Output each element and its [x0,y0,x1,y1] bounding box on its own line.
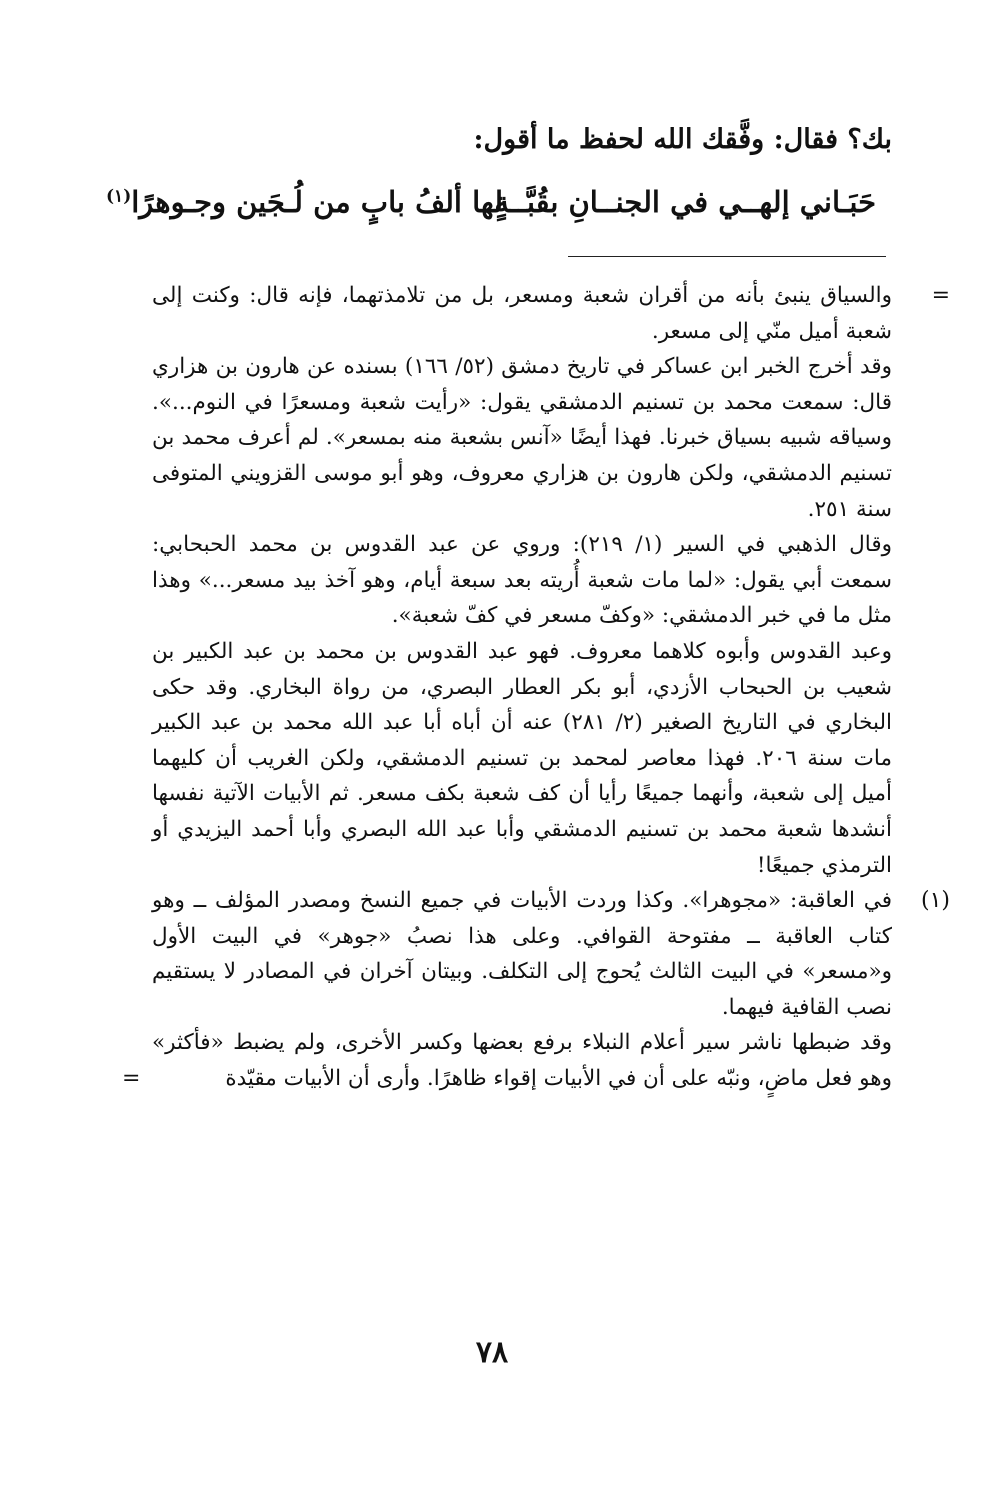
footnote-text: والسياق ينبئ بأنه من أقران شعبة ومسعر، بل من تلامذتهما، فإنه قال: وكنت إلى شعبة أميل منّي إلى مسعر. [152,283,892,344]
continued-marker: = [122,1066,141,1092]
page-number: ٧٨ [475,1335,509,1370]
second-hemistich-wrap [106,176,503,228]
footnote-continuation-para-1 [152,278,950,349]
poem-verse [106,176,876,228]
footnote-continuation-para-4 [152,634,892,883]
footnote-separator [568,256,886,257]
footnote-text: وقد أخرج الخبر ابن عساكر في تاريخ دمشق (٥٢/ ١٦٦) بسنده عن هارون بن هزاري قال: سمعت محمد بن تسنيم الدمشقي يقول: «رأيت شعبة ومسعرًا في النوم...». وسياقه شبيه بسياق خبرنا. فهذا أيضًا «آنس بشعبة منه بمسعر». لم أعرف محمد بن تسنيم الدمشقي، ولكن هارون بن هزاري معروف، وهو أبو موسى القزويني المتوفى سنة ٢٥١. [152,354,892,522]
footnote-continuation-para-3 [152,527,892,634]
footnote-number: (١) [920,888,950,914]
footnote-1-para-2 [122,1025,892,1096]
footnote-text: في العاقبة: «مجوهرا». وكذا وردت الأبيات في جميع النسخ ومصدر المؤلف ــ وهو كتاب العاقبة ــ مفتوحة القوافي. وعلى هذا نصبُ «جوهر» في البيت الأول و«مسعر» في البيت الثالث يُحوج إلى التكلف. وبيتان آخران في المصادر لا يستقيم نصب القافية فيهما. [152,888,892,1020]
footnote-text: وقد ضبطها ناشر سير أعلام النبلاء برفع بعضها وكسر الأخرى، ولم يضبط «فأكثر» وهو فعل ماضٍ، ونبّه على أن في الأبيات إقواء ظاهرًا. وأرى أن الأبيات مقيّدة [152,1030,892,1092]
footnote-continuation-para-2 [152,349,892,527]
second-hemistich: لها ألفُ بابٍ من لُـجَين وجـوهرًا [131,185,504,219]
footnote-text: وقال الذهبي في السير (١/ ٢١٩): وروي عن عبد القدوس بن محمد الحبحابي: سمعت أبي يقول: «لما مات شعبة أُريته بعد سبعة أيام، وهو آخذ بيد مسعر...» وهذا مثل ما في خبر الدمشقي: «وكفّ مسعر في كفّ شعبة». [152,532,892,629]
footnote-text: وعبد القدوس وأبوه كلاهما معروف. فهو عبد القدوس بن محمد بن عبد الكبير بن شعيب بن الحبحاب الأزدي، أبو بكر العطار البصري، من رواة البخاري. وقد حكى البخاري في التاريخ الصغير (٢/ ٢٨١) عنه أن أباه أبا عبد الله محمد بن عبد الكبير مات سنة ٢٠٦. فهذا معاصر لمحمد بن تسنيم الدمشقي، ولكن الغريب أن كليهما أميل إلى شعبة، وأنهما جميعًا رأيا أن كف شعبة بكف مسعر. ثم الأبيات الآتية نفسها أنشدها شعبة محمد بن تسنيم الدمشقي وأبا عبد الله البصري وأبا أحمد اليزيدي أو الترمذي جميعًا! [152,638,893,878]
footnote-reference: (١) [106,186,132,207]
main-text [92,118,892,162]
footnotes-area [122,278,950,1097]
intro-line: بك؟ فقال: وفَّقك الله لحفظ ما أقول: [473,124,892,155]
first-hemistich: حَبَـاني إلهــي في الجنــانِ بقُبَّــةٍ [494,185,876,219]
footnote-1-para-1 [152,883,950,1025]
continuation-marker: = [931,283,950,308]
